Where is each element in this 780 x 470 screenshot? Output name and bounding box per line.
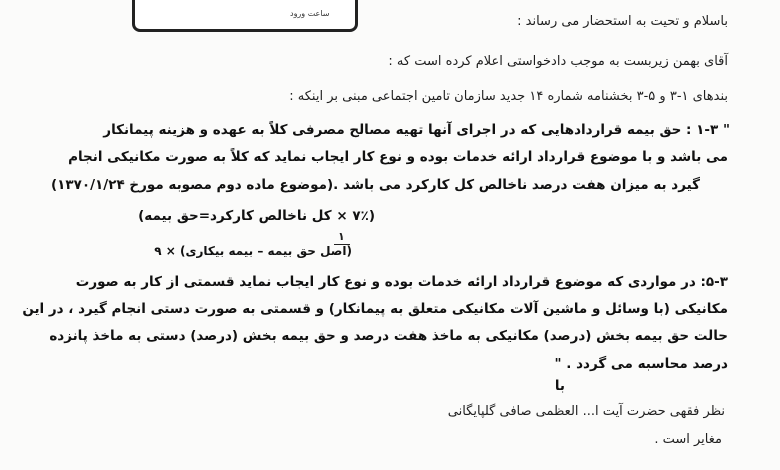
clause-2-line-3: حالت حق بیمه بخش (درصد) مکانیکی به ماخذ هفت درصد و حق بیمه بخش (درصد) دستی به ماخذ پانزده: [49, 328, 728, 344]
jurist-view-line: نظر فقهی حضرت آیت ا... العظمی صافی گلپایگانی: [447, 404, 725, 419]
clause-1-line-2: می باشد و با موضوع قرارداد ارائه خدمات بوده و نوع کار ایجاب نماید که کلاً به صورت مکانیکی انجام: [68, 149, 728, 165]
clause-2-line-2: مکانیکی (با وسائل و ماشین آلات مکانیکی متعلق به پیمانکار) و قسمتی به صورت دستی انجام گیرد ، در این: [22, 301, 728, 317]
clauses-intro-line: بندهای ۱-۳ و ۵-۳ بخشنامه شماره ۱۴ جدید سازمان تامین اجتماعی مبنی بر اینکه :: [289, 89, 728, 104]
formula-2: (اصل حق بیمه – بیمه بیکاری) × ۹: [154, 244, 352, 258]
with-word: با: [554, 378, 565, 394]
formula-1: (۷٪ × کل ناخالص کارکرد=حق بیمه): [138, 208, 375, 224]
clause-1-line-3: گیرد به میزان هفت درصد ناخالص کل کارکرد می باشد .(موضوع ماده دوم مصوبه مورخ ۱۳۷۰/۱/۲۴): [50, 177, 700, 193]
intro-line: آقای بهمن زیربست به موجب دادخواستی اعلام کرده است که :: [388, 54, 728, 69]
clause-2-line-1: ۵-۳: در مواردی که موضوع قرارداد ارائه خدمات بوده و نوع کار ایجاب نماید قسمتی از کار به صورت: [75, 274, 728, 290]
clause-2-line-4: درصد محاسبه می گردد . ": [554, 356, 728, 372]
conflict-line: مغایر است .: [654, 432, 722, 447]
formula-2-numerator: ۱: [338, 230, 345, 243]
clause-1-line-1: " ۱-۳ : حق بیمه قراردادهایی که در اجرای آنها تهیه مصالح مصرفی کلاً به عهده و هزینه پیمانکار: [103, 122, 730, 138]
cropped-bottom-line: [0, 461, 780, 470]
stamp-label: ساعت ورود: [290, 9, 330, 18]
greeting-line: باسلام و تحیت به استحضار می رساند :: [517, 14, 728, 29]
